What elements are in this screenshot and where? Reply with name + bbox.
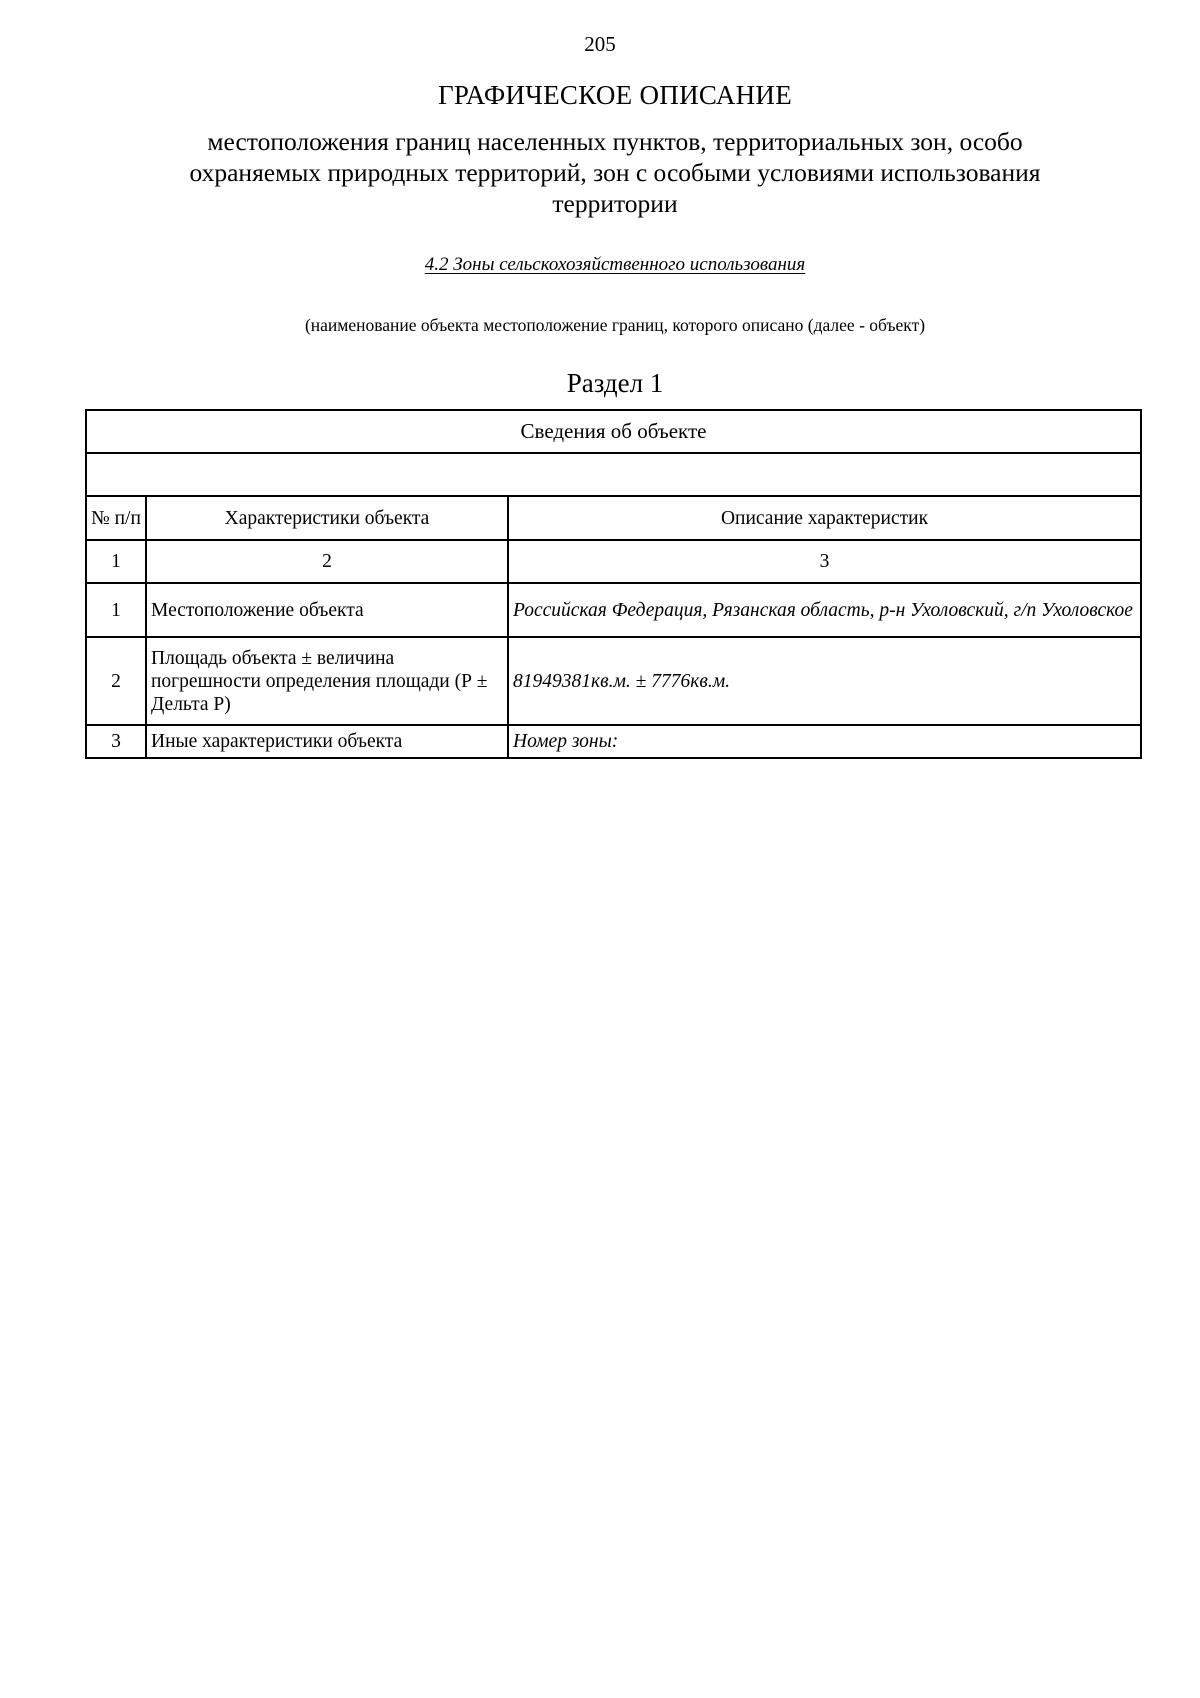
object-info-table [85, 409, 1142, 759]
table-column-numbers [86, 540, 1141, 583]
column-number-2: 2 [146, 540, 508, 583]
column-number-1: 1 [86, 540, 146, 583]
table-row [86, 583, 1141, 637]
object-caption: (наименование объекта местоположение границ, которого описано (далее - объект) [304, 315, 926, 335]
table-column-headers [86, 496, 1141, 540]
row-number: 1 [86, 583, 146, 637]
row-characteristic: Иные характеристики объекта [146, 725, 508, 758]
object-name-text: 4.2 Зоны сельскохозяйственного использования [424, 254, 806, 275]
column-number-3: 3 [508, 540, 1141, 583]
object-name [0, 254, 1200, 276]
row-characteristic: Площадь объекта ± величина погрешности определения площади (Р ± Дельта Р) [146, 637, 508, 725]
table-header-row [86, 410, 1141, 453]
table-row [86, 725, 1141, 758]
row-description: 81949381кв.м. ± 7776кв.м. [508, 637, 1141, 725]
document-subtitle: местоположения границ населенных пунктов, территориальных зон, особо охраняемых природных территорий, зон с особыми условиями использования территории [189, 127, 1041, 218]
row-characteristic: Местоположение объекта [146, 583, 508, 637]
row-description: Российская Федерация, Рязанская область, р-н Ухоловский, г/п Ухоловское [508, 583, 1141, 637]
table-empty-row [86, 453, 1141, 496]
table-row [86, 637, 1141, 725]
table-header: Сведения об объекте [86, 410, 1141, 453]
column-header-num: № п/п [86, 496, 146, 540]
page-number: 205 [584, 32, 616, 56]
document-title: ГРАФИЧЕСКОЕ ОПИСАНИЕ [437, 80, 793, 110]
row-number: 3 [86, 725, 146, 758]
row-description: Номер зоны: [508, 725, 1141, 758]
column-header-description: Описание характеристик [508, 496, 1141, 540]
column-header-characteristic: Характеристики объекта [146, 496, 508, 540]
row-number: 2 [86, 637, 146, 725]
section-title: Раздел 1 [566, 368, 664, 398]
table-empty-cell [86, 453, 1141, 496]
